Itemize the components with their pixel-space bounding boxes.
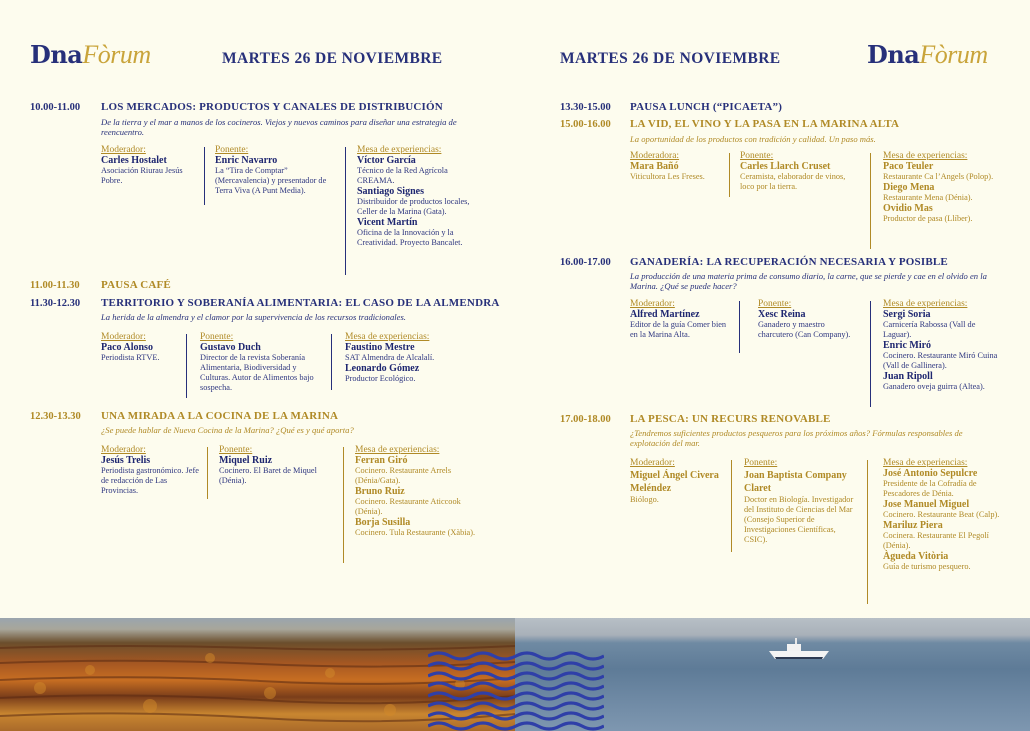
speaker-column [215, 145, 335, 196]
panel-member-desc: Ganadero oveja guirra (Altea). [883, 382, 985, 391]
speaker-name: Joan Baptista Company Claret [744, 470, 847, 494]
moderator-desc: Biólogo. [630, 495, 659, 504]
session-title: PAUSA LUNCH (“PICAETA”) [630, 101, 783, 113]
moderator-desc: Editor de la guía Comer bien en la Marina Alta. [630, 320, 727, 339]
speaker-role: Ponente: [219, 445, 253, 455]
speaker-role: Ponente: [744, 458, 778, 468]
speaker-desc: La “Tira de Comptar” (Mercavalencia) y presentador de Terra Viva (A Punt Media). [215, 166, 327, 195]
panel-member-desc: Productor Ecológico. [345, 374, 416, 383]
session-subtitle: De la tierra y el mar a manos de los cocineros. Viejos y nuevos caminos para diseñar una estrategia de reencuentro. [101, 117, 457, 137]
moderator-role: Moderador: [630, 299, 675, 309]
session-subtitle: ¿Tendremos suficientes productos pesqueros para los próximos años? Fórmulas responsables de explotación del mar. [630, 428, 963, 448]
moderator-column [101, 145, 201, 186]
panel-column [345, 332, 475, 384]
page-header-date: MARTES 26 DE NOVIEMBRE [560, 50, 781, 67]
column-divider [204, 147, 205, 205]
panel-member-desc: Cocinero. Tula Restaurante (Xàbia). [355, 528, 476, 537]
panel-member-desc: Cocinero. Restaurante Aticcook (Dénia). [355, 497, 461, 516]
panel-role: Mesa de experiencias: [883, 458, 968, 468]
panel-member-desc: Oficina de la Innovación y la Creatividad. Proyecto Bancalet. [357, 228, 463, 247]
moderator-name: Miguel Ángel Civera Meléndez [630, 470, 719, 494]
speaker-name: Miquel Ruiz [219, 455, 273, 466]
session-subtitle: ¿Se puede hablar de Nueva Cocina de la Marina? ¿Qué es y qué aporta? [101, 425, 354, 435]
moderator-column [630, 458, 735, 505]
speaker-name: Enric Navarro [215, 155, 278, 166]
panel-member-name: Jose Manuel Miguel [883, 499, 970, 510]
moderator-column [630, 299, 730, 340]
panel-column [883, 151, 998, 224]
session-title: LA VID, EL VINO Y LA PASA EN LA MARINA ALTA [630, 118, 900, 130]
session-time: 16.00-17.00 [560, 257, 611, 268]
panel-member-name: Juan Ripoll [883, 371, 933, 382]
speaker-desc: Ganadero y maestro charcutero (Can Company). [758, 320, 851, 339]
panel-member-name: Borja Susilla [355, 517, 411, 528]
dna-forum-logo: DnaFòrum [867, 40, 988, 69]
moderator-name: Jesús Trelis [101, 455, 151, 466]
column-divider [729, 153, 730, 197]
speaker-name: Xesc Reina [758, 309, 806, 320]
column-divider [186, 334, 187, 398]
panel-member-desc: Cocinera. Restaurante El Pegolí (Dénia). [883, 531, 989, 550]
panel-column [883, 458, 1013, 572]
panel-member-desc: Restaurante Ca l’Angels (Polop). [883, 172, 994, 181]
session-title: LA PESCA: UN RECURS RENOVABLE [630, 413, 831, 425]
panel-role: Mesa de experiencias: [357, 145, 442, 155]
column-divider [739, 301, 740, 353]
panel-role: Mesa de experiencias: [355, 445, 440, 455]
panel-member-desc: Cocinero. Restaurante Beat (Calp). [883, 510, 1000, 519]
moderator-name: Carles Hostalet [101, 155, 167, 166]
panel-member-desc: Restaurante Mena (Dénia). [883, 193, 973, 202]
moderator-name: Mara Bañó [630, 161, 679, 172]
page-header-date: MARTES 26 DE NOVIEMBRE [222, 50, 443, 67]
session-subtitle: La producción de una materia prima de consumo diario, la carne, que se pierde y cae en el olvido en la Marina. ¿Qué se puede hacer? [630, 271, 987, 291]
panel-column [883, 299, 998, 392]
column-divider [870, 301, 871, 407]
waves-pattern-icon [428, 650, 604, 731]
speaker-desc: Ceramista, elaborador de vinos, loco por la tierra. [740, 172, 846, 191]
moderator-name: Paco Alonso [101, 342, 153, 353]
speaker-desc: Director de la revista Soberanía Alimentaria, Biodiversidad y Culturas. Autor de Alimentos bajo sospecha. [200, 353, 314, 392]
speaker-desc: Doctor en Biología. Investigador del Instituto de Ciencias del Mar (Consejo Superior de Investigaciones Científicas, CSIC). [744, 495, 854, 544]
speaker-role: Ponente: [740, 151, 774, 161]
panel-member-name: José Antonio Sepulcre [883, 468, 978, 479]
panel-member-name: Ferran Giró [355, 455, 408, 466]
moderator-column [101, 445, 201, 496]
speaker-name: Carles Llarch Cruset [740, 161, 831, 172]
panel-member-name: Sergi Soria [883, 309, 931, 320]
panel-member-desc: Carnicería Rabossa (Vall de Laguar). [883, 320, 976, 339]
speaker-role: Ponente: [758, 299, 792, 309]
panel-member-name: Víctor García [357, 155, 416, 166]
panel-role: Mesa de experiencias: [345, 332, 430, 342]
session-time: 12.30-13.30 [30, 411, 81, 422]
dna-forum-logo: DnaFòrum [30, 40, 151, 69]
column-divider [870, 153, 871, 249]
column-divider [207, 447, 208, 499]
panel-member-name: Mariluz Piera [883, 520, 943, 531]
session-time: 15.00-16.00 [560, 119, 611, 130]
moderator-role: Moderador: [101, 332, 146, 342]
session-time: 10.00-11.00 [30, 102, 81, 113]
moderator-desc: Viticultora Les Freses. [630, 172, 705, 181]
speaker-role: Ponente: [200, 332, 234, 342]
moderator-desc: Periodista gastronómico. Jefe de redacción de Las Provincias. [101, 466, 199, 495]
speaker-role: Ponente: [215, 145, 249, 155]
panel-member-desc: Presidente de la Cofradía de Pescadores de Dénia. [883, 479, 977, 498]
moderator-role: Moderador: [101, 445, 146, 455]
panel-column [355, 445, 485, 538]
panel-member-name: Bruno Ruiz [355, 486, 405, 497]
panel-member-name: Àgueda Vitòria [883, 551, 949, 562]
moderator-column [101, 332, 181, 363]
panel-member-name: Faustino Mestre [345, 342, 415, 353]
speaker-column [758, 299, 858, 340]
panel-column [357, 145, 482, 248]
fishing-boat-icon [767, 638, 831, 660]
session-subtitle: La oportunidad de los productos con tradición y calidad. Un paso más. [630, 134, 876, 144]
speaker-column [740, 151, 855, 192]
speaker-column [744, 458, 859, 545]
speaker-desc: Cocinero. El Baret de Miquel (Dénia). [219, 466, 317, 485]
moderator-desc: Asociación Riurau Jesús Pobre. [101, 166, 183, 185]
panel-member-name: Diego Mena [883, 182, 935, 193]
moderator-column [630, 151, 725, 182]
panel-member-desc: Productor de pasa (Llíber). [883, 214, 973, 223]
moderator-desc: Periodista RTVE. [101, 353, 160, 362]
speaker-column [219, 445, 339, 486]
moderator-role: Moderador: [630, 458, 675, 468]
panel-member-desc: Cocinero. Restaurante Arrels (Dénia/Gata). [355, 466, 452, 485]
column-divider [731, 460, 732, 552]
session-title: UNA MIRADA A LA COCINA DE LA MARINA [101, 410, 339, 422]
panel-role: Mesa de experiencias: [883, 151, 968, 161]
session-time: 11.00-11.30 [30, 280, 80, 291]
panel-member-name: Santiago Signes [357, 186, 424, 197]
panel-member-name: Vicent Martín [357, 217, 418, 228]
column-divider [331, 334, 332, 390]
panel-member-name: Enric Miró [883, 340, 932, 351]
panel-member-desc: Cocinero. Restaurante Miró Cuina (Vall de Gallinera). [883, 351, 998, 370]
session-time: 11.30-12.30 [30, 298, 81, 309]
moderator-role: Moderadora: [630, 151, 680, 161]
column-divider [343, 447, 344, 563]
panel-member-desc: Distribuidor de productos locales, Celler de la Marina (Gata). [357, 197, 470, 216]
panel-member-name: Paco Teuler [883, 161, 934, 172]
session-title: GANADERÍA: LA RECUPERACIÓN NECESARIA Y POSIBLE [630, 256, 948, 268]
panel-role: Mesa de experiencias: [883, 299, 968, 309]
session-time: 13.30-15.00 [560, 102, 611, 113]
column-divider [345, 147, 346, 275]
session-title: TERRITORIO Y SOBERANÍA ALIMENTARIA: EL CASO DE LA ALMENDRA [101, 297, 500, 309]
session-title: LOS MERCADOS: PRODUCTOS Y CANALES DE DISTRIBUCIÓN [101, 101, 443, 113]
speaker-column [200, 332, 320, 393]
moderator-name: Alfred Martínez [630, 309, 700, 320]
panel-member-desc: SAT Almendra de Alcalalí. [345, 353, 435, 362]
session-subtitle: La herida de la almendra y el clamor por la supervivencia de los recursos tradicionales. [101, 312, 406, 322]
moderator-role: Moderador: [101, 145, 146, 155]
speaker-name: Gustavo Duch [200, 342, 261, 353]
session-title: PAUSA CAFÉ [101, 279, 171, 291]
panel-member-desc: Guía de turismo pesquero. [883, 562, 971, 571]
panel-member-name: Ovidio Mas [883, 203, 933, 214]
panel-member-name: Leonardo Gómez [345, 363, 420, 374]
session-time: 17.00-18.00 [560, 414, 611, 425]
panel-member-desc: Técnico de la Red Agrícola CREAMA. [357, 166, 448, 185]
column-divider [867, 460, 868, 604]
